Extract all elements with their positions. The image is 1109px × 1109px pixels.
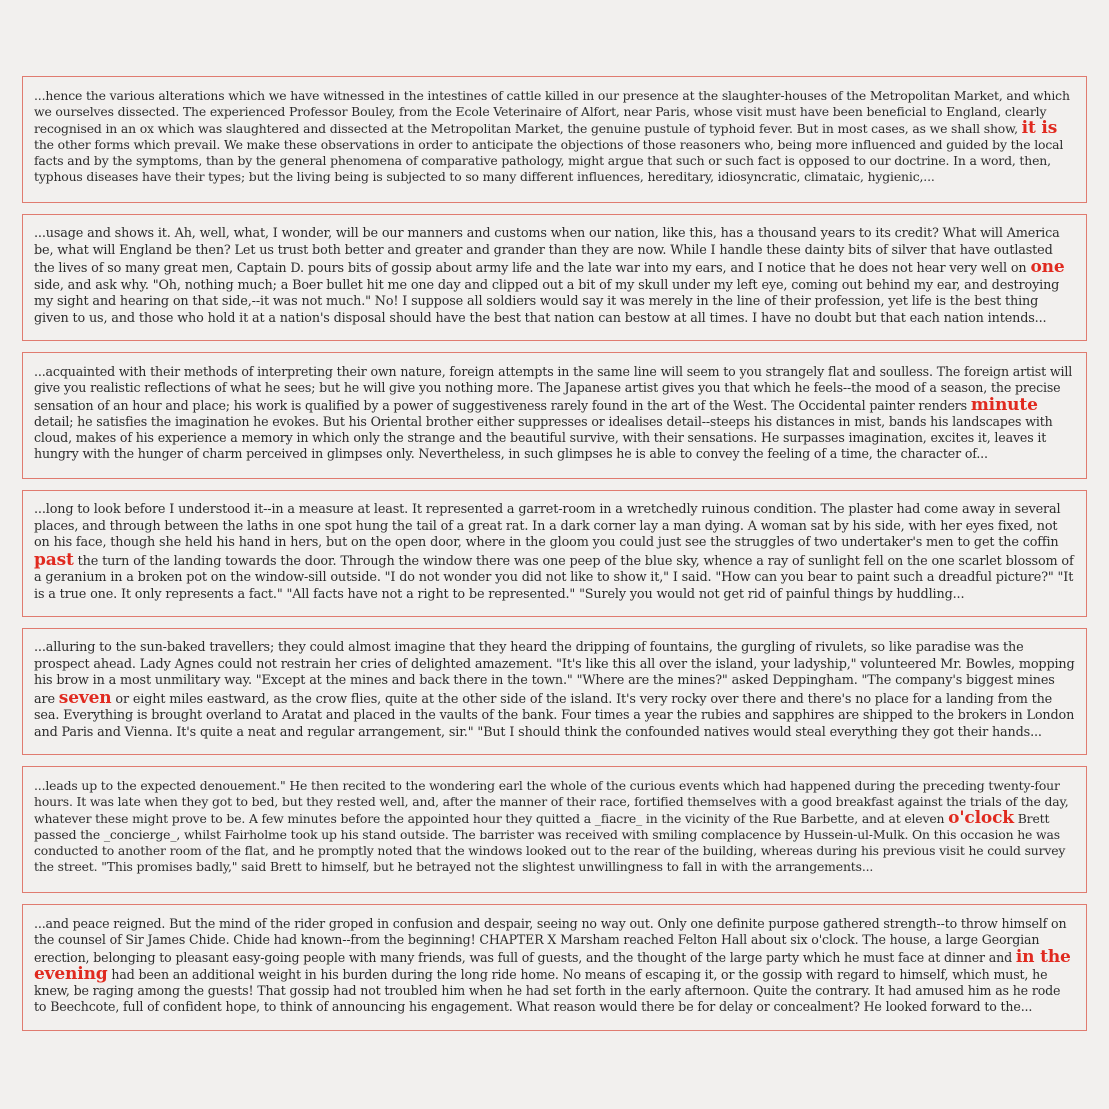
passage-text-before: ...long to look before I understood it--in a measure at least. It represented a garret-room in a wretchedly ruinous condition. The plaster had come away in several places, and through between the laths in one spot hung the tail of a great rat. In a dark corner lay a man dying. A woman sat by his side, with her eyes fixed, not on his face, though she held his hand in hers, but on the open door, where in the gloom you could just see the struggles of two undertaker's men to get the coffin [34, 502, 1061, 551]
highlighted-phrase: seven [58, 687, 112, 708]
passage-text-after: Brett passed the _concierge_, whilst Fairholme took up his stand outside. The barrister was received with smiling complacence by Hussein-ul-Mulk. On this occasion he was conducted to another room of the flat, and he promptly noted that the windows looked out to the rear of the building, whereas during his previous visit he could survey the street. "This promises badly," said Brett to himself, but he betrayed not the slightest unwillingness to fall in with the arrangements... [34, 811, 1066, 875]
passage-text-after: detail; he satisfies the imagination he evokes. But his Oriental brother either suppresses or idealises detail--steeps his distances in mist, bands his landscapes with cloud, makes of his experience a memory in which only the strange and the beautiful survive, with their sensations. He surpasses imagination, excites it, leaves it hungry with the hunger of charm perceived in glimpses only. Nevertheless, in such glimpses he is able to convey the feeling of a time, the character of... [34, 413, 1053, 462]
passage-card [22, 352, 1087, 479]
passage-text-after: had been an additional weight in his burden during the long ride home. No means of escaping it, or the gossip with regard to himself, which must, he knew, be raging among the guests! That gossip had not troubled him when he had set forth in the early afternoon. Quite the contrary. It had amused him as he rode to Beechcote, full of confident hope, to think of announcing his engagement. What reason would there be for delay or concealment? He looked forward to the... [34, 966, 1061, 1015]
highlighted-phrase: in the evening [34, 946, 1071, 984]
passage-text [34, 502, 1076, 603]
passage-text-before: ...and peace reigned. But the mind of the rider groped in confusion and despair, seeing no way out. Only one definite purpose gathered strength--to throw himself on the counsel of Sir James Chide. Chide had known--from the beginning! CHAPTER X Marsham reached Felton Hall about six o'clock. The house, a large Georgian erection, belonging to pleasant easy-going people with many friends, was full of guests, and the thought of the large party which he must face at dinner and [34, 916, 1067, 965]
highlighted-phrase: minute [970, 394, 1038, 415]
passage-card [22, 766, 1087, 893]
highlighted-phrase: one [1030, 257, 1065, 278]
passage-card [22, 76, 1087, 203]
passage-text-before: ...hence the various alterations which we have witnessed in the intestines of cattle killed in our presence at the slaughter-houses of the Metropolitan Market, and which we ourselves dissected. The experienced Professor Bouley, from the Ecole Veterinaire of Alfort, near Paris, whose visit must have been beneficial to England, clearly recognised in an ox which was slaughtered and dissected at the Metropolitan Market, the genuine pustule of typhoid fever. But in most cases, as we shall show, [34, 88, 1070, 137]
highlighted-phrase: o'clock [948, 808, 1014, 829]
passage-card [22, 490, 1087, 617]
passage-text [34, 364, 1076, 463]
passage-text-before: ...alluring to the sun-baked travellers; they could almost imagine that they heard the dripping of fountains, the gurgling of rivulets, so like paradise was the prospect ahead. Lady Agnes could not restrain her cries of delighted amazement. "It's like this all over the island, your ladyship," volunteered Mr. Bowles, mopping his brow in a most unmilitary way. "Except at the mines and back there in the town." "Where are the mines?" asked Deppingham. "The company's biggest mines are [34, 640, 1075, 707]
passage-card [22, 904, 1087, 1031]
passage-list [22, 76, 1087, 1042]
passage-text-after: or eight miles eastward, as the crow flies, quite at the other side of the island. It's very rocky over there and there's no place for a landing from the sea. Everything is brought overland to Aratat and placed in the vaults of the bank. Four times a year the rubies and sapphires are shipped to the brokers in London and Paris and Vienna. It's quite a neat and regular arrangement, sir." "But I should think the confounded natives would steal everything they got their hands... [34, 691, 1075, 740]
passage-text [34, 778, 1076, 875]
passage-text-before: ...leads up to the expected denouement." He then recited to the wondering earl the whole of the curious events which had happened during the preceding twenty-four hours. It was late when they got to bed, but they rested well, and, after the manner of their race, fortified themselves with a good breakfast against the trials of the day, whatever these might prove to be. A few minutes before the appointed hour they quitted a _fiacre_ in the vicinity of the Rue Barbette, and at eleven [34, 778, 1069, 827]
passage-card [22, 214, 1087, 341]
passage-text [34, 226, 1076, 327]
highlighted-phrase: it is [1021, 118, 1058, 139]
passage-card [22, 628, 1087, 755]
passage-text [34, 916, 1076, 1016]
passage-text-after: side, and ask why. "Oh, nothing much; a Boer bullet hit me one day and clipped out a bit of my skull under my left eye, coming out behind my ear, and destroying my sight and hearing on that side,--it was not much." No! I suppose all soldiers would say it was merely in the line of their profession, yet life is the best thing given to us, and those who hold it at a nation's disposal should have the best that nation can bestow at all times. I have no doubt but that each nation intends... [34, 277, 1060, 326]
passage-text-before: ...acquainted with their methods of interpreting their own nature, foreign attempts in the same line will seem to you strangely flat and soulless. The foreign artist will give you realistic reflections of what he sees; but he will give you nothing more. The Japanese artist gives you that which he feels--the mood of a season, the precise sensation of an hour and place; his work is qualified by a power of suggestiveness rarely found in the art of the West. The Occidental painter renders [34, 364, 1073, 413]
passage-text [34, 88, 1076, 185]
passage-text-after: the turn of the landing towards the door. Through the window there was one peep of the blue sky, whence a ray of sunlight fell on the one scarlet blossom of a geranium in a broken pot on the window-sill outside. "I do not wonder you did not like to show it," I said. "How can you bear to paint such a dreadful picture?" "It is a true one. It only represents a fact." "All facts have not a right to be represented." "Surely you would not get rid of painful things by huddling... [34, 553, 1074, 602]
passage-text-before: ...usage and shows it. Ah, well, what, I wonder, will be our manners and customs when our nation, like this, has a thousand years to its credit? What will America be, what will England be then? Let us trust both better and greater and grander than they are now. While I handle these dainty bits of silver that have outlasted the lives of so many great men, Captain D. pours bits of gossip about army life and the late war into my ears, and I notice that he does not hear very well on [34, 226, 1060, 277]
passage-text [34, 640, 1076, 741]
highlighted-phrase: past [34, 549, 74, 570]
passage-text-after: the other forms which prevail. We make these observations in order to anticipate the objections of those reasoners who, being more influenced and guided by the local facts and by the symptoms, than by the general phenomena of comparative pathology, might argue that such or such fact is opposed to our doctrine. In a word, then, typhous diseases have their types; but the living being is subjected to so many different influences, hereditary, idiosyncratic, climataic, hygienic,... [34, 137, 1064, 185]
